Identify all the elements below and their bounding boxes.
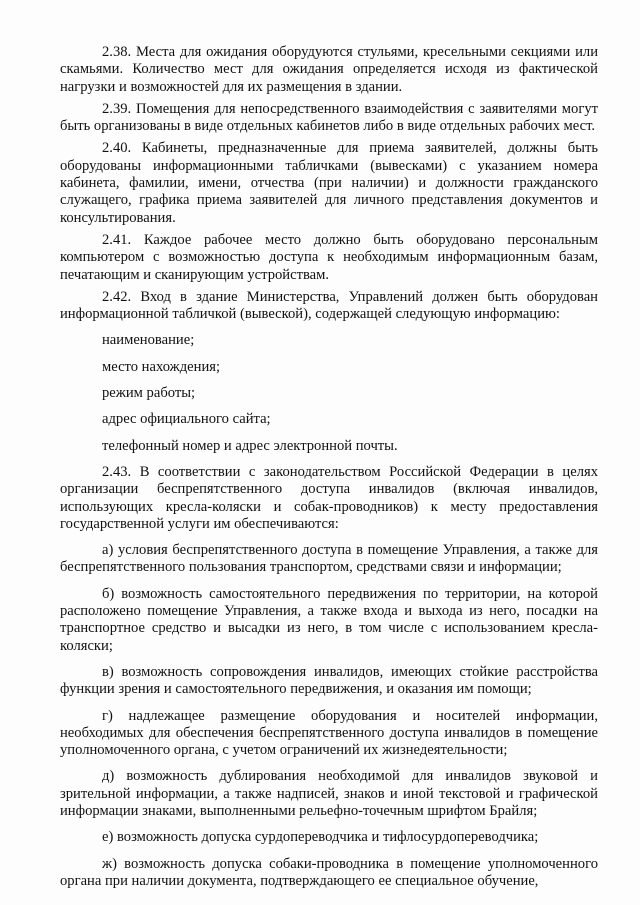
item-e: е) возможность допуска сурдопереводчика и тифлосурдопереводчика; <box>102 829 539 846</box>
list-item: место нахождения; <box>102 358 221 375</box>
paragraph-2-38: 2.38. Места для ожидания оборудуются стульями, кресельными секциями или скамьями. Количество мест для ожидания определяется исходя из фактической нагрузки и возможностей для их размещения в здании. <box>60 44 598 95</box>
document-body <box>60 44 598 890</box>
item-v: в) возможность сопровождения инвалидов, имеющих стойкие расстройства функции зрения и самостоятельного передвижения, и оказания им помощи; <box>60 663 598 698</box>
paragraph-2-39: 2.39. Помещения для непосредственного взаимодействия с заявителями могут быть организованы в виде отдельных кабинетов либо в виде отдельных рабочих мест. <box>60 100 598 135</box>
item-a: а) условия беспрепятственного доступа в помещение Управления, а также для беспрепятственного пользования транспортом, средствами связи и информации; <box>60 542 598 576</box>
list-item: телефонный номер и адрес электронной почты. <box>102 437 398 454</box>
list-item: адрес официального сайта; <box>102 411 271 428</box>
item-d: д) возможность дублирования необходимой для инвалидов звуковой и зрительной информации, а также надписей, знаков и иной текстовой и графической информации знаками, выполненными рельефно-точечным шрифтом Брайля; <box>60 768 598 819</box>
item-zh: ж) возможность допуска собаки-проводника в помещение уполномоченного органа при наличии документа, подтверждающего ее специальное обучение, <box>60 855 598 889</box>
paragraph-2-42: 2.42. Вход в здание Министерства, Управлений должен быть оборудован информационной табличкой (вывеской), содержащей следующую информацию: <box>60 288 598 323</box>
item-g: г) надлежащее размещение оборудования и носителей информации, необходимых для обеспечения беспрепятственного доступа инвалидов в помещение уполномоченного органа, с учетом ограничений их жизнедеятельности; <box>60 707 598 759</box>
paragraph-2-41: 2.41. Каждое рабочее место должно быть оборудовано персональным компьютером с возможностью доступа к необходимым информационным базам, печатающим и сканирующим устройствам. <box>60 231 598 283</box>
list-item: наименование; <box>102 332 195 349</box>
item-b: б) возможность самостоятельного передвижения по территории, на которой расположено помещение Управления, а также входа и выхода из него, посадки на транспортное средство и высадки из него, в том числе с использованием кресла-коляски; <box>60 585 598 654</box>
paragraph-2-40: 2.40. Кабинеты, предназначенные для приема заявителей, должны быть оборудованы информационными табличками (вывесками) с указанием номера кабинета, фамилии, имени, отчества (при наличии) и должности гражданского служащего, графика приема заявителей для личного представления документов и консультирования. <box>60 140 598 226</box>
list-item: режим работы; <box>102 385 196 402</box>
paragraph-2-43: 2.43. В соответствии с законодательством Российской Федерации в целях организации беспрепятственного доступа инвалидов (включая инвалидов, использующих кресла-коляски и собак-проводников) к месту предоставления государственной услуги им обеспечиваются: <box>60 463 598 532</box>
